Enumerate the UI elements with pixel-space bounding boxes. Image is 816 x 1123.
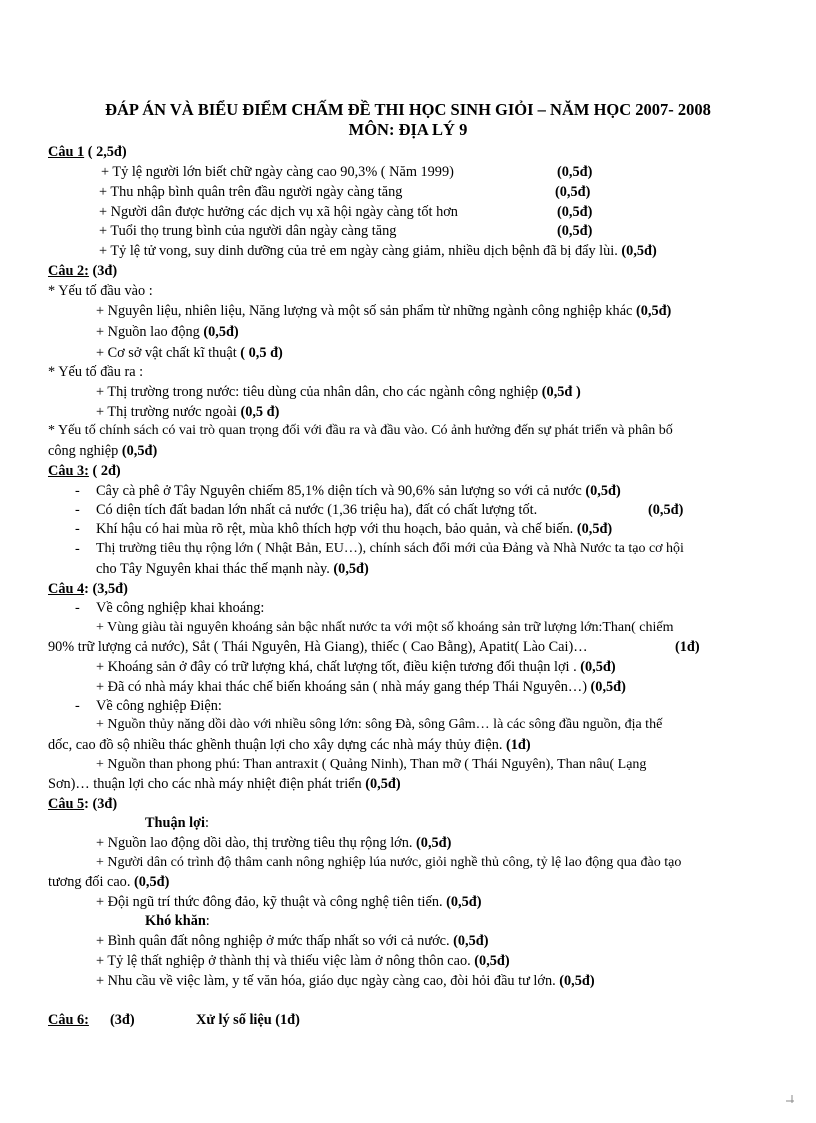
q3-line-1-text: Cây cà phê ở Tây Nguyên chiếm 85,1% diện tích và 90,6% sản lượng so với cả nước: [96, 483, 582, 499]
q5-diff-3-points: (0,5đ): [559, 973, 595, 989]
q1-line-3: + Người dân được hưởng các dịch vụ xã hội ngày càng tốt hơn: [99, 204, 458, 220]
q2-output-2: [96, 403, 279, 421]
q4-section-power: Về công nghiệp Điện:: [96, 698, 222, 714]
question-1-points: ( 2,5đ): [84, 144, 127, 160]
q4-power-2b-text: Sơn)… thuận lợi cho các nhà máy nhiệt điện phát triển: [48, 776, 362, 792]
question-3-points: ( 2đ): [88, 463, 121, 479]
question-6-points: (3đ): [110, 1012, 135, 1028]
question-1-label: Câu 1: [48, 144, 85, 160]
q2-policy-text: công nghiệp: [48, 443, 119, 459]
q4-bullet-1: -: [75, 600, 80, 616]
q2-input-factors: * Yếu tố đầu vào :: [48, 283, 153, 299]
q1-line-5-points: (0,5đ): [621, 243, 657, 259]
question-3-header: [48, 462, 121, 480]
q3-bullet-1: -: [75, 483, 80, 499]
q5-adv-3-points: (0,5đ): [446, 894, 482, 910]
q1-line-5: [99, 242, 657, 260]
question-1-header: [48, 143, 127, 161]
q5-difficulties-colon: :: [205, 913, 210, 929]
q4-mining-2-text: + Khoáng sản ở đây có trữ lượng khá, chất lượng tốt, điều kiện tương đối thuận lợi .: [96, 659, 577, 675]
q3-line-4: Thị trường tiêu thụ rộng lớn ( Nhật Bản, EU…), chính sách đổi mới của Đảng và Nhà Nước ta tạo cơ hội: [96, 541, 684, 556]
q5-adv-1-text: + Nguồn lao động dồi dào, thị trường tiêu thụ rộng lớn.: [96, 835, 413, 851]
question-5-points: : (3đ): [84, 796, 118, 812]
q5-diff-1-points: (0,5đ): [453, 933, 489, 949]
q5-diff-1-text: + Bình quân đất nông nghiệp ở mức thấp nhất so với cả nước.: [96, 933, 450, 949]
q5-adv-3-text: + Đội ngũ trí thức đông đảo, kỹ thuật và công nghệ tiên tiến.: [96, 894, 443, 910]
q2-output-1-text: + Thị trường trong nước: tiêu dùng của nhân dân, cho các ngành công nghiệp: [96, 384, 539, 400]
question-4-header: [48, 580, 128, 598]
q5-diff-2: [96, 952, 510, 970]
q1-line-2: + Thu nhập bình quân trên đầu người ngày càng tăng: [99, 184, 403, 200]
question-2-header: [48, 262, 117, 280]
q3-line-1: [96, 482, 621, 500]
q3-line-3-text: Khí hậu có hai mùa rõ rệt, mùa khô thích hợp với thu hoạch, bảo quản, và chế biến.: [96, 521, 574, 537]
q2-input-2-text: + Nguồn lao động: [96, 324, 200, 340]
q4-mining-1: + Vùng giàu tài nguyên khoáng sản bậc nhất nước ta với một số khoáng sản trữ lượng lớn:Than( chiếm: [96, 620, 674, 635]
q1-line-3-points: (0,5đ): [557, 204, 593, 220]
q3-bullet-4: -: [75, 541, 80, 557]
q5-adv-2-points: (0,5đ): [134, 874, 170, 890]
q5-advantages-label: Thuận lợi: [145, 815, 205, 831]
q2-input-1-text: + Nguyên liệu, nhiên liệu, Năng lượng và một số sản phẩm từ những ngành công nghiệp khác: [96, 303, 633, 319]
q5-adv-3: [96, 893, 482, 911]
q2-output-2-points: (0,5 đ): [240, 404, 280, 420]
q2-input-1-points: (0,5đ): [635, 303, 672, 319]
q4-section-mining: Về công nghiệp khai khoáng:: [96, 600, 265, 616]
question-2-points: (3đ): [88, 263, 118, 279]
question-2-label: Câu 2:: [48, 263, 89, 279]
q5-difficulties-label: Khó khăn: [145, 913, 206, 929]
q4-mining-1-points: (1đ): [675, 639, 700, 655]
q6-data-processing: Xử lý số liệu (1đ): [196, 1012, 300, 1028]
q4-mining-3-text: + Đã có nhà máy khai thác chế biến khoáng sản ( nhà máy gang thép Thái Nguyên…): [96, 679, 587, 695]
q4-power-2b: [48, 775, 401, 793]
q4-power-2-points: (0,5đ): [365, 776, 401, 792]
q2-policy-line-2: [48, 442, 157, 460]
q2-input-2-points: (0,5đ): [203, 324, 239, 340]
q5-diff-3: [96, 972, 595, 990]
q4-power-2: + Nguồn than phong phú: Than antraxit ( Quảng Ninh), Than mỡ ( Thái Nguyên), Than nâu( Lạng: [96, 757, 647, 772]
q5-adv-1-points: (0,5đ): [416, 835, 452, 851]
q1-line-4-points: (0,5đ): [557, 223, 593, 239]
q5-difficulties-heading: [145, 912, 210, 930]
document-title: ĐÁP ÁN VÀ BIỂU ĐIỂM CHẤM ĐỀ THI HỌC SINH GIỎI – NĂM HỌC 2007- 2008: [105, 100, 711, 119]
q4-power-1: + Nguồn thủy năng dồi dào với nhiều sông lớn: sông Đà, sông Gâm… là các sông đầu nguồn, địa thế: [96, 717, 663, 732]
q5-advantages-colon: :: [204, 815, 209, 831]
q4-power-1-points: (1đ): [506, 737, 531, 753]
q2-input-3-text: + Cơ sở vật chất kĩ thuật: [96, 345, 237, 361]
q2-input-3: [96, 344, 283, 362]
q4-mining-2-points: (0,5đ): [580, 659, 616, 675]
q3-line-3: [96, 520, 612, 538]
question-4-points: : (3,5đ): [84, 581, 128, 597]
question-6-label: [48, 1011, 89, 1029]
q5-adv-2b: [48, 873, 169, 891]
q3-line-3-points: (0,5đ): [576, 521, 613, 537]
q4-bullet-2: -: [75, 698, 80, 714]
question-4-label: Câu 4: [48, 581, 85, 597]
q5-adv-2b-text: tương đối cao.: [48, 874, 131, 890]
question-6-head: Câu 6:: [48, 1012, 89, 1028]
q1-line-1: + Tỷ lệ người lớn biết chữ ngày càng cao 90,3% ( Năm 1999): [101, 164, 454, 180]
question-5-header: [48, 795, 117, 813]
q5-diff-3-text: + Nhu cầu về việc làm, y tế văn hóa, giáo dục ngày càng cao, đòi hỏi đầu tư lớn.: [96, 973, 556, 989]
q5-diff-1: [96, 932, 489, 950]
q3-line-4b: [96, 560, 369, 578]
q4-mining-3-points: (0,5đ): [590, 679, 626, 695]
q3-line-2-points: (0,5đ): [648, 502, 684, 518]
q2-policy-line-1: * Yếu tố chính sách có vai trò quan trọng đối với đầu ra và đầu vào. Có ảnh hưởng đến sự phát triển và phân bố: [48, 423, 673, 438]
q2-input-2: [96, 323, 239, 341]
q4-power-1b-text: dốc, cao đồ sộ nhiều thác ghềnh thuận lợi cho xây dựng các nhà máy thủy điện.: [48, 737, 503, 753]
q2-input-3-points: ( 0,5 đ): [240, 345, 283, 361]
question-3-label: Câu 3:: [48, 463, 89, 479]
q4-mining-3: [96, 678, 626, 696]
q5-advantages-heading: [145, 814, 209, 832]
q3-bullet-2: -: [75, 502, 80, 518]
q5-diff-2-text: + Tỷ lệ thất nghiệp ở thành thị và thiếu việc làm ở nông thôn cao.: [96, 953, 471, 969]
q3-line-2: Có diện tích đất badan lớn nhất cả nước (1,36 triệu ha), đất có chất lượng tốt.: [96, 502, 538, 518]
q3-line-1-points: (0,5đ): [585, 483, 621, 499]
q1-line-5-text: + Tỷ lệ tử vong, suy dinh dưỡng của trẻ em ngày càng giảm, nhiều dịch bệnh đã bị đẩy lùi.: [99, 243, 618, 259]
q4-power-1b: [48, 736, 531, 754]
question-5-label: Câu 5: [48, 796, 85, 812]
q3-line-4-points: (0,5đ): [333, 561, 369, 577]
q5-adv-1: [96, 834, 451, 852]
q1-line-4: + Tuổi thọ trung bình của người dân ngày càng tăng: [99, 223, 397, 239]
q4-mining-2: [96, 658, 616, 676]
q3-bullet-3: -: [75, 521, 80, 537]
q1-line-1-points: (0,5đ): [557, 164, 593, 180]
q5-diff-2-points: (0,5đ): [474, 953, 510, 969]
q5-adv-2: + Người dân có trình độ thâm canh nông nghiệp lúa nước, giỏi nghề thủ công, tỷ lệ lao động qua đào tạo: [96, 855, 682, 870]
q2-output-factors: * Yếu tố đầu ra :: [48, 364, 144, 380]
subject-title: MÔN: ĐỊA LÝ 9: [348, 120, 468, 139]
q3-line-4b-text: cho Tây Nguyên khai thác thế mạnh này.: [96, 561, 330, 577]
q2-output-2-text: + Thị trường nước ngoài: [96, 404, 237, 420]
q1-line-2-points: (0,5đ): [555, 184, 591, 200]
q2-output-1-points: (0,5đ ): [541, 384, 581, 400]
crop-mark-icon: [786, 1095, 806, 1115]
q2-policy-points: (0,5đ): [121, 443, 158, 459]
q2-input-1: [96, 302, 671, 320]
q4-mining-1b: 90% trữ lượng cả nước), Sắt ( Thái Nguyên, Hà Giang), thiếc ( Cao Bằng), Apatit( Lào Cai)…: [48, 639, 588, 655]
q2-output-1: [96, 383, 581, 401]
